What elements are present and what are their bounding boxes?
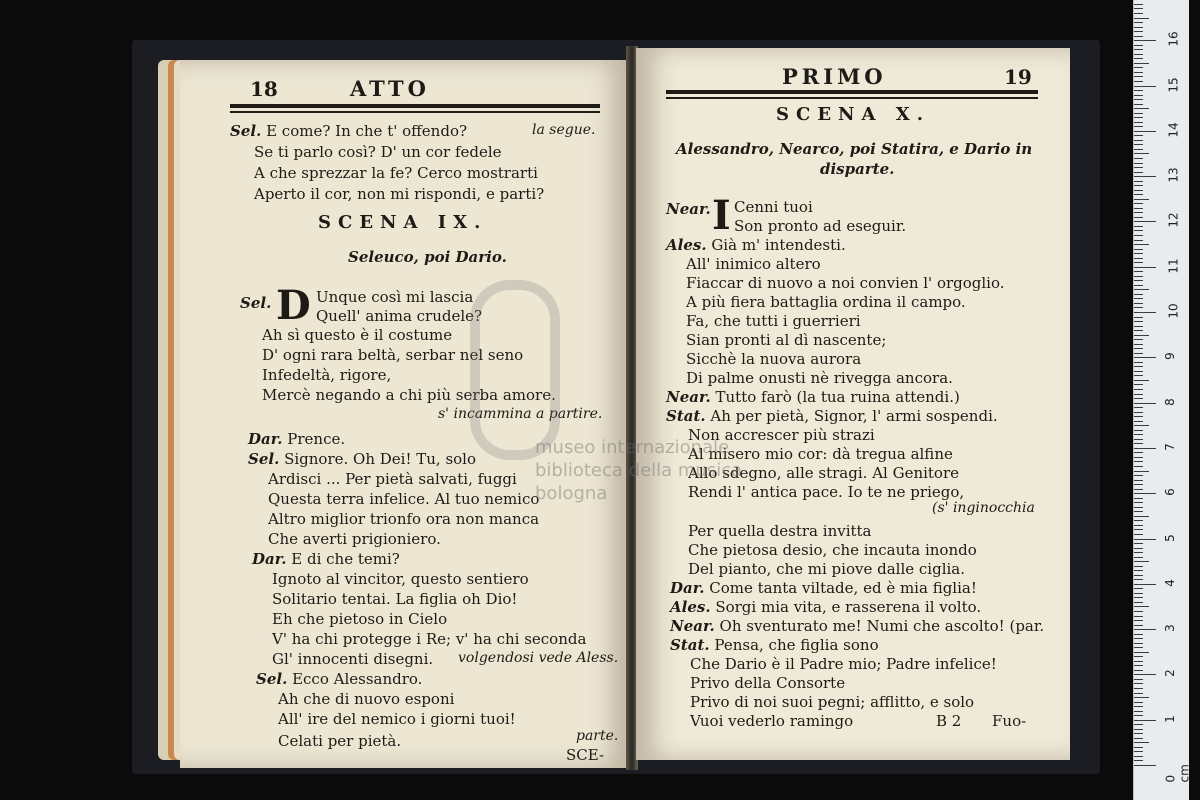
verse-line: Near. Tutto farò (la tua ruina attendi.) (666, 388, 960, 406)
ruler-tick (1134, 54, 1143, 55)
verse-line: Son pronto ad eseguir. (734, 217, 907, 235)
verse-line: All' inimico altero (686, 255, 821, 273)
ruler-tick (1134, 176, 1156, 177)
speaker-label: Near. (666, 200, 711, 218)
verse-line: Ales. Sorgi mia vita, e rasserena il volto. (670, 598, 982, 616)
head-rule-thin (230, 111, 600, 113)
ruler-tick (1134, 439, 1143, 440)
ruler-tick (1134, 72, 1143, 73)
page-number: 19 (1004, 65, 1032, 89)
ruler-tick (1134, 58, 1143, 59)
ruler-tick (1134, 425, 1149, 426)
ruler-tick (1134, 249, 1143, 250)
ruler-tick (1134, 693, 1143, 694)
ruler-tick (1134, 339, 1143, 340)
drop-cap: I (712, 192, 731, 239)
ruler-tick (1134, 22, 1143, 23)
verse-line: Se ti parlo così? D' un cor fedele (254, 143, 502, 161)
ruler-tick (1134, 285, 1143, 286)
ruler-tick (1134, 99, 1143, 100)
ruler-tick (1134, 317, 1143, 318)
ruler-tick (1134, 652, 1149, 653)
ruler-tick (1134, 240, 1143, 241)
verse-line: Ah sì questo è il costume (262, 326, 453, 344)
ruler-tick (1134, 742, 1149, 743)
ruler-tick (1134, 747, 1143, 748)
verse-line: Gl' innocenti disegni. (272, 650, 434, 668)
ruler-label: 3 (1162, 624, 1177, 632)
speaker-label: Sel. (240, 294, 272, 312)
ruler-tick (1134, 452, 1143, 453)
verse-line: Stat. Pensa, che figlia sono (670, 636, 879, 654)
verse-line: Cenni tuoi (734, 198, 813, 216)
ruler-tick (1134, 185, 1143, 186)
ruler-tick (1134, 194, 1143, 195)
verse-line: Ignoto al vincitor, questo sentiero (272, 570, 529, 588)
ruler-tick (1134, 566, 1143, 567)
ruler-label: 6 (1162, 488, 1177, 497)
ruler-tick (1134, 144, 1143, 145)
ruler-tick (1134, 181, 1143, 182)
ruler-tick (1134, 348, 1143, 349)
ruler-tick (1134, 720, 1156, 721)
ruler-tick (1134, 480, 1143, 481)
ruler-tick (1134, 67, 1143, 68)
ruler-tick (1134, 36, 1143, 37)
ruler-tick (1134, 625, 1143, 626)
ruler-tick (1134, 584, 1156, 585)
ruler-tick (1134, 298, 1143, 299)
verse-line: Ales. Già m' intendesti. (666, 236, 846, 254)
ruler-tick (1134, 471, 1149, 472)
running-head: PRIMO (782, 64, 887, 89)
verse-line: Che pietosa desio, che incauta inondo (688, 541, 977, 559)
ruler-tick (1134, 262, 1143, 263)
ruler-tick (1134, 76, 1143, 77)
scene-cast: disparte. (820, 160, 895, 178)
verse-line: Dar. Prence. (248, 430, 346, 448)
verse-line: Solitario tentai. La figlia oh Dio! (272, 590, 518, 608)
verse-line: Che Dario è il Padre mio; Padre infelice! (690, 655, 997, 673)
ruler-tick (1134, 140, 1143, 141)
verse-line: A più fiera battaglia ordina il campo. (686, 293, 966, 311)
ruler-tick (1134, 230, 1143, 231)
ruler-tick (1134, 602, 1143, 603)
watermark-line: biblioteca della musica (535, 460, 743, 481)
ruler-tick (1134, 756, 1143, 757)
ruler-tick (1134, 498, 1143, 499)
verse-line: Mercè negando a chi più serba amore. (262, 386, 556, 404)
ruler-tick (1134, 330, 1143, 331)
ruler-tick (1134, 335, 1149, 336)
running-head: ATTO (350, 76, 430, 101)
verse-line: Al misero mio cor: dà tregua alfine (688, 445, 953, 463)
verse-line: Near. Oh sventurato me! Numi che ascolto! (par. (670, 617, 1045, 635)
ruler-tick (1134, 135, 1143, 136)
ruler-tick (1134, 344, 1143, 345)
ruler-tick (1134, 434, 1143, 435)
ruler-tick (1134, 561, 1149, 562)
ruler-tick (1134, 149, 1143, 150)
verse-line: Dar. Come tanta viltade, ed è mia figlia! (670, 579, 977, 597)
scene-title: SCENA X. (776, 104, 930, 125)
verse-line: Questa terra infelice. Al tuo nemico (268, 490, 540, 508)
head-rule (230, 104, 600, 108)
watermark-logo (470, 280, 560, 460)
signature-mark: B 2 (936, 712, 962, 730)
ruler-tick (1134, 353, 1143, 354)
ruler-tick (1134, 40, 1156, 41)
ruler-tick (1134, 670, 1143, 671)
ruler-tick (1134, 760, 1143, 761)
verse-line: All' ire del nemico i giorni tuoi! (278, 710, 516, 728)
ruler-tick (1134, 307, 1143, 308)
ruler-tick (1134, 122, 1143, 123)
ruler-tick (1134, 416, 1143, 417)
ruler-tick (1134, 366, 1143, 367)
ruler-tick (1134, 502, 1143, 503)
watermark-text (535, 436, 742, 505)
ruler-tick (1134, 226, 1143, 227)
ruler-label: 13 (1166, 167, 1181, 183)
ruler-tick (1134, 448, 1156, 449)
ruler-tick (1134, 158, 1143, 159)
ruler-tick (1134, 90, 1143, 91)
ruler-tick (1134, 616, 1143, 617)
ruler-tick (1134, 212, 1143, 213)
verse-line: A che sprezzar la fe? Cerco mostrarti (254, 164, 538, 182)
ruler-tick (1134, 729, 1143, 730)
ruler-label: 14 (1166, 122, 1181, 138)
stage-direction: s' incammina a partire. (438, 406, 603, 422)
ruler-label: 5 (1162, 533, 1177, 542)
verse-line: Unque così mi lascia (316, 288, 474, 306)
ruler-tick (1134, 95, 1143, 96)
ruler-tick (1134, 751, 1143, 752)
ruler-tick (1134, 108, 1149, 109)
ruler-tick (1134, 593, 1143, 594)
verse-line: Sel. Signore. Oh Dei! Tu, solo (248, 450, 477, 468)
ruler-tick (1134, 683, 1143, 684)
ruler-tick (1134, 203, 1143, 204)
ruler-tick (1134, 45, 1143, 46)
scene-cast: Seleuco, poi Dario. (348, 248, 507, 266)
verse-line: Eh che pietoso in Cielo (272, 610, 448, 628)
ruler-tick (1134, 430, 1143, 431)
ruler-tick (1134, 421, 1143, 422)
ruler-label: 2 (1162, 669, 1177, 678)
verse-line: Privo di noi suoi pegni; afflitto, e solo (690, 693, 975, 711)
stage-direction: (s' inginocchia (932, 500, 1035, 516)
ruler-tick (1134, 199, 1149, 200)
ruler-tick (1134, 534, 1143, 535)
ruler-tick (1134, 715, 1143, 716)
ruler-tick (1134, 511, 1143, 512)
ruler-tick (1134, 221, 1156, 222)
ruler-tick (1134, 18, 1149, 19)
ruler-tick (1134, 629, 1156, 630)
ruler-tick (1134, 643, 1143, 644)
ruler-tick (1134, 634, 1143, 635)
ruler-tick (1134, 267, 1156, 268)
ruler-tick (1134, 362, 1143, 363)
ruler-tick (1134, 679, 1143, 680)
ruler-tick (1134, 516, 1149, 517)
verse-line: Fa, che tutti i guerrieri (686, 312, 861, 330)
ruler-tick (1134, 86, 1156, 87)
ruler-tick (1134, 711, 1143, 712)
ruler-tick (1134, 443, 1143, 444)
ruler-tick (1134, 557, 1143, 558)
ruler-tick (1134, 4, 1143, 5)
ruler-tick (1134, 620, 1143, 621)
verse-line: Vuoi vederlo ramingo (690, 712, 854, 730)
left-page (180, 60, 630, 768)
ruler-tick (1134, 294, 1143, 295)
ruler-tick (1134, 389, 1143, 390)
head-rule (666, 90, 1038, 94)
verse-line: Infedeltà, rigore, (262, 366, 392, 384)
page-number: 18 (250, 77, 278, 101)
ruler-label: 9 (1162, 352, 1177, 361)
ruler-tick (1134, 398, 1143, 399)
ruler-tick (1134, 724, 1143, 725)
ruler-tick (1134, 525, 1143, 526)
ruler-tick (1134, 131, 1156, 132)
ruler-tick (1134, 656, 1143, 657)
ruler-tick (1134, 380, 1149, 381)
ruler-label: 7 (1162, 443, 1177, 451)
ruler-label: 0 cm (1163, 764, 1192, 783)
verse-line: Del pianto, che mi piove dalle ciglia. (688, 560, 966, 578)
ruler-label: 1 (1162, 714, 1177, 723)
verse-line: Che averti prigioniero. (268, 530, 441, 548)
ruler-tick (1134, 384, 1143, 385)
stage-direction: volgendosi vede Aless. (458, 650, 619, 666)
verse-line: Allo sdegno, alle stragi. Al Genitore (688, 464, 960, 482)
measuring-ruler (1133, 0, 1192, 800)
ruler-tick (1134, 489, 1143, 490)
ruler-tick (1134, 190, 1143, 191)
ruler-tick (1134, 49, 1143, 50)
ruler-tick (1134, 484, 1143, 485)
ruler-tick (1134, 688, 1143, 689)
verse-line: Per quella destra invitta (688, 522, 872, 540)
ruler-tick (1134, 104, 1143, 105)
ruler-tick (1134, 371, 1143, 372)
ruler-tick (1134, 31, 1143, 32)
ruler-tick (1134, 520, 1143, 521)
ruler-tick (1134, 326, 1143, 327)
drop-cap: D (276, 282, 311, 329)
ruler-tick (1134, 548, 1143, 549)
verse-line: Celati per pietà. (278, 732, 402, 750)
ruler-label: 16 (1166, 31, 1181, 47)
ruler-tick (1134, 303, 1143, 304)
ruler-tick (1134, 543, 1143, 544)
ruler-tick (1134, 276, 1143, 277)
watermark-line: museo internazionale (535, 437, 730, 458)
scene-title: SCENA IX. (318, 212, 488, 233)
ruler-tick (1134, 172, 1143, 173)
verse-line: Fiaccar di nuovo a noi convien l' orgoglio. (686, 274, 1005, 292)
ruler-tick (1134, 647, 1143, 648)
ruler-tick (1134, 403, 1156, 404)
verse-line: Quell' anima crudele? (316, 307, 483, 325)
stage-direction: parte. (576, 728, 619, 744)
head-rule-thin (666, 97, 1038, 99)
verse-line: Dar. E di che temi? (252, 550, 400, 568)
ruler-tick (1134, 674, 1156, 675)
ruler-tick (1134, 253, 1143, 254)
ruler-label: 15 (1166, 76, 1181, 93)
ruler-tick (1134, 493, 1156, 494)
ruler-tick (1134, 738, 1143, 739)
ruler-tick (1134, 475, 1143, 476)
ruler-tick (1134, 244, 1149, 245)
ruler-tick (1134, 289, 1149, 290)
verse-line: Sel. E come? In che t' offendo? (230, 122, 468, 140)
ruler-tick (1134, 575, 1143, 576)
verse-line: Sicchè la nuova aurora (686, 350, 862, 368)
verse-line: Ah che di nuovo esponi (278, 690, 455, 708)
ruler-label: 12 (1166, 212, 1181, 229)
ruler-tick (1134, 529, 1143, 530)
ruler-tick (1134, 466, 1143, 467)
ruler-tick (1134, 702, 1143, 703)
ruler-tick (1134, 552, 1143, 553)
ruler-tick (1134, 163, 1143, 164)
verse-line: Aperto il cor, non mi rispondi, e parti? (254, 185, 545, 203)
ruler-tick (1134, 706, 1143, 707)
ruler-tick (1134, 117, 1143, 118)
verse-line: Non accrescer più strazi (688, 426, 875, 444)
right-page (636, 48, 1070, 760)
ruler-label: 10 (1166, 303, 1181, 319)
ruler-tick (1134, 665, 1143, 666)
ruler-tick (1134, 661, 1143, 662)
verse-line: Rendi l' antica pace. Io te ne priego, (688, 483, 965, 501)
verse-line: Sian pronti al dì nascente; (686, 331, 887, 349)
verse-line: V' ha chi protegge i Re; v' ha chi seconda (272, 630, 587, 648)
ruler-tick (1134, 461, 1143, 462)
ruler-tick (1134, 81, 1143, 82)
ruler-tick (1134, 638, 1143, 639)
ruler-tick (1134, 412, 1143, 413)
verse-line: Privo della Consorte (690, 674, 846, 692)
ruler-label: 4 (1162, 578, 1177, 587)
ruler-tick (1134, 13, 1143, 14)
ruler-label: 11 (1166, 258, 1181, 274)
ruler-tick (1134, 167, 1143, 168)
stage-direction: la segue. (532, 122, 596, 138)
ruler-tick (1134, 27, 1143, 28)
ruler-tick (1134, 507, 1143, 508)
ruler-tick (1134, 457, 1143, 458)
watermark-line: bologna (535, 483, 608, 504)
ruler-tick (1134, 579, 1143, 580)
ruler-tick (1134, 394, 1143, 395)
catchword: Fuo- (992, 712, 1027, 730)
ruler-tick (1134, 258, 1143, 259)
ruler-tick (1134, 570, 1143, 571)
ruler-tick (1134, 375, 1143, 376)
ruler-tick (1134, 208, 1143, 209)
ruler-tick (1134, 539, 1156, 540)
ruler-tick (1134, 611, 1143, 612)
verse-line: Ardisci ... Per pietà salvati, fuggi (268, 470, 517, 488)
scene-cast: Alessandro, Nearco, poi Statira, e Dario in (676, 140, 1033, 158)
verse-line: Sel. Ecco Alessandro. (256, 670, 423, 688)
ruler-tick (1134, 271, 1143, 272)
ruler-tick (1134, 217, 1143, 218)
verse-line: D' ogni rara beltà, serbar nel seno (262, 346, 524, 364)
ruler-tick (1134, 126, 1143, 127)
ruler-tick (1134, 8, 1143, 9)
ruler-tick (1134, 597, 1143, 598)
ruler-tick (1134, 765, 1156, 766)
ruler-tick (1134, 280, 1143, 281)
ruler-tick (1134, 588, 1143, 589)
ruler-label: 8 (1162, 397, 1177, 406)
verse-line: Stat. Ah per pietà, Signor, l' armi sospendi. (666, 407, 998, 425)
ruler-tick (1134, 321, 1143, 322)
catchword: SCE- (566, 746, 605, 764)
ruler-tick (1134, 312, 1156, 313)
ruler-tick (1134, 153, 1149, 154)
ruler-tick (1134, 235, 1143, 236)
verse-line: Di palme onusti nè rivegga ancora. (686, 369, 953, 387)
verse-line: Altro miglior trionfo ora non manca (268, 510, 540, 528)
ruler-tick (1134, 606, 1149, 607)
ruler-tick (1134, 357, 1156, 358)
ruler-tick (1134, 407, 1143, 408)
ruler-tick (1134, 697, 1149, 698)
ruler-tick (1134, 113, 1143, 114)
ruler-tick (1134, 63, 1149, 64)
ruler-tick (1134, 733, 1143, 734)
